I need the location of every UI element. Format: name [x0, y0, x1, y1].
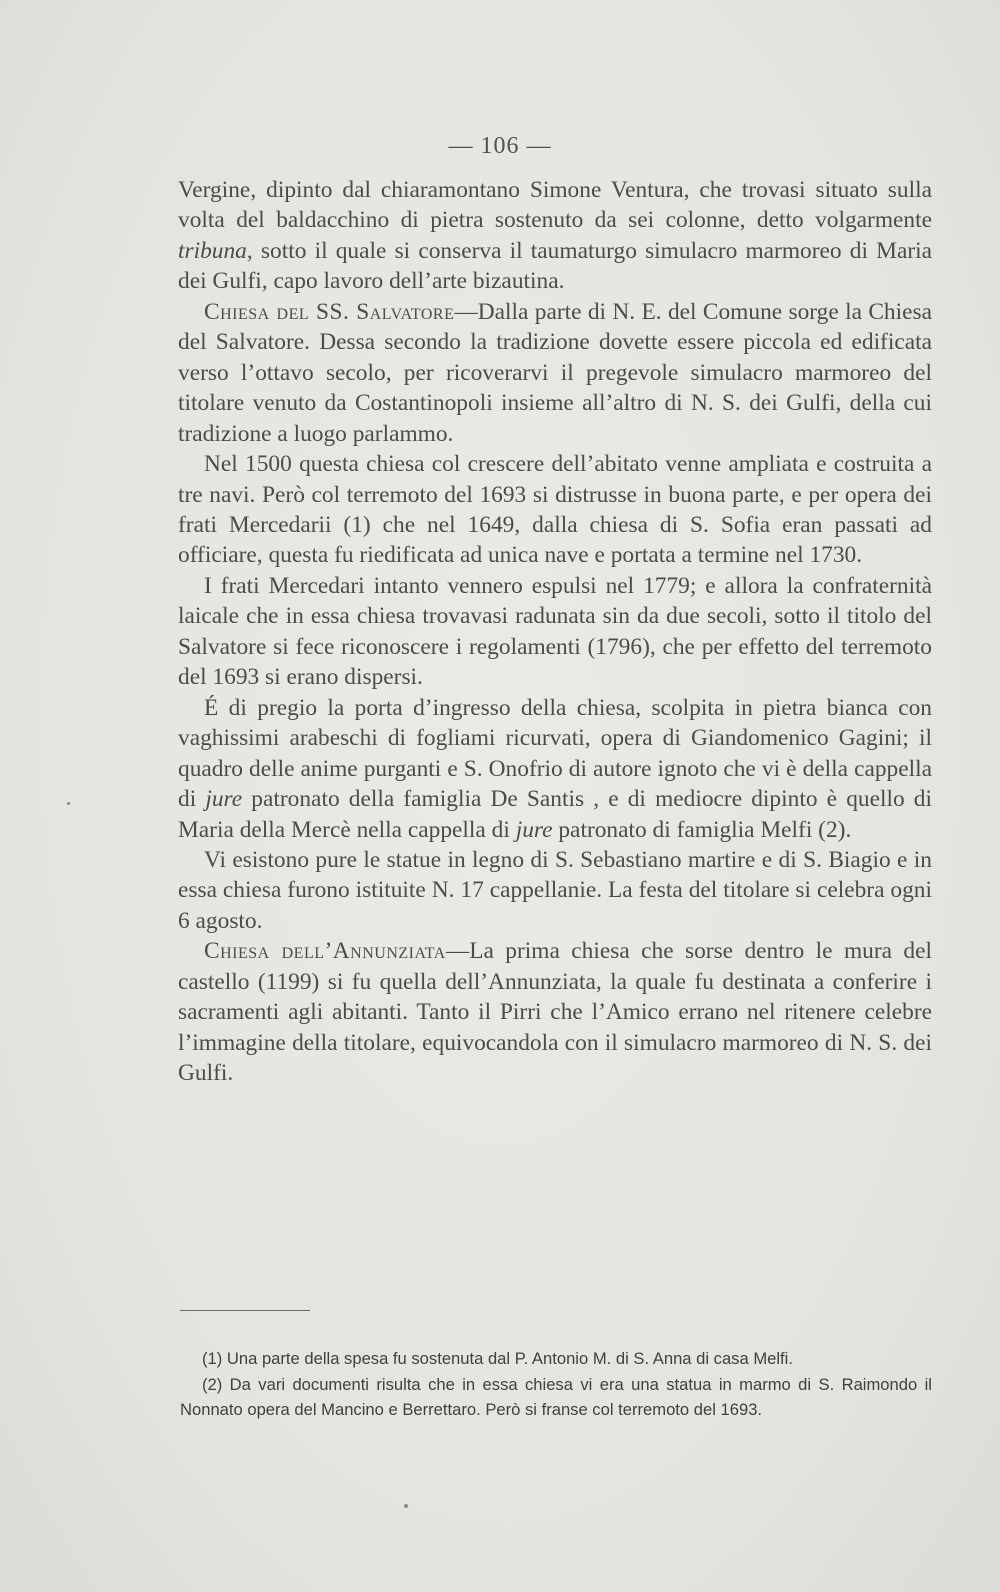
paragraph-1 — [178, 175, 932, 297]
page-number: — 106 — — [448, 133, 552, 159]
paragraph-5-italic-1: jure — [205, 786, 243, 813]
paragraph-1-text: Vergine, dipinto dal chiaramontano Simone Ventura, che trovasi situato sulla volta del baldacchino di pietra sostenuto da sei colonne, detto volgarmente — [178, 177, 932, 234]
paragraph-5-text-b: patronato della famiglia De Santis , e di mediocre dipinto è quello di Maria della Mercè nella cappella di — [178, 786, 932, 843]
paragraph-7 — [178, 936, 932, 1088]
paragraph-2-text: —Dalla parte di N. E. del Comune sorge la Chiesa del Salvatore. Dessa secondo la tradizione dovette essere piccola ed edificata verso l’ottavo secolo, per ricoverarvi il pregevole simulacro marmoreo del titolare venuto da Costantinopoli insieme all’altro di N. S. dei Gulfi, della cui tradizione a luogo parlammo. — [178, 298, 932, 447]
main-text — [178, 175, 932, 1089]
paragraph-2 — [178, 297, 932, 449]
paragraph-6: Vi esistono pure le statue in legno di S. Sebastiano martire e di S. Biagio e in essa chiesa furono istituite N. 17 cappellanie. La festa del titolare si celebra ogni 6 agosto. — [178, 846, 932, 934]
paragraph-5 — [178, 693, 932, 845]
footnote-2: (2) Da vari documenti risulta che in essa chiesa vi era una statua in marmo di S. Raimondo il Nonnato opera del Mancino e Berrettaro. Però si franse col terremoto del 1693. — [180, 1375, 932, 1419]
paper-speck — [67, 802, 70, 805]
paragraph-1-end: , sotto il quale si conserva il taumaturgo simulacro marmoreo di Maria dei Gulfi, capo lavoro dell’arte bizautina. — [178, 237, 932, 295]
paper-speck — [404, 1504, 408, 1508]
section-heading-salvatore: Chiesa del SS. Salvatore — [204, 298, 455, 325]
footnote-divider — [180, 1310, 310, 1311]
paragraph-5-text-c: patronato di famiglia Melfi (2). — [552, 816, 852, 843]
paragraph-3: Nel 1500 questa chiesa col crescere dell’abitato venne ampliata e costruita a tre navi. Però col terremoto del 1693 si distrusse in buona parte, e per opera dei frati Mercedarii (1) che nel 1649, dalla chiesa di S. Sofia eran passati ad officiare, questa fu riedificata ad unica nave e portata a termine nel 1730. — [178, 451, 932, 569]
footnotes — [180, 1346, 932, 1423]
section-heading-annunziata: Chiesa dell’Annunziata — [204, 938, 446, 965]
paragraph-1-italic: tribuna — [178, 237, 247, 264]
paragraph-5-text-a: É di pregio la porta d’ingresso della chiesa, scolpita in pietra bianca con vaghissimi arabeschi di fogliami ricurvati, opera di Giandomenico Gagini; il quadro delle anime purganti e S. Onofrio di autore ignoto che vi è della cappella di — [178, 694, 932, 813]
paragraph-7-text: —La prima chiesa che sorse dentro le mura del castello (1199) si fu quella dell’Annunziata, la quale fu destinata a conferire i sacramenti agli abitanti. Tanto il Pirri che l’Amico errano nel ritenere celebre l’immagine della titolare, equivocandola con il simulacro marmoreo di N. S. dei Gulfi. — [178, 938, 932, 1087]
footnote-1: (1) Una parte della spesa fu sostenuta dal P. Antonio M. di S. Anna di casa Melfi. — [202, 1349, 793, 1368]
paragraph-5-italic-2: jure — [515, 816, 553, 843]
paragraph-4: I frati Mercedari intanto vennero espulsi nel 1779; e allora la confraternità laicale che in essa chiesa trovavasi radunata sin da due secoli, sotto il titolo del Salvatore si fece riconoscere i regolamenti (1796), che per effetto del terremoto del 1693 si erano dispersi. — [178, 572, 932, 691]
